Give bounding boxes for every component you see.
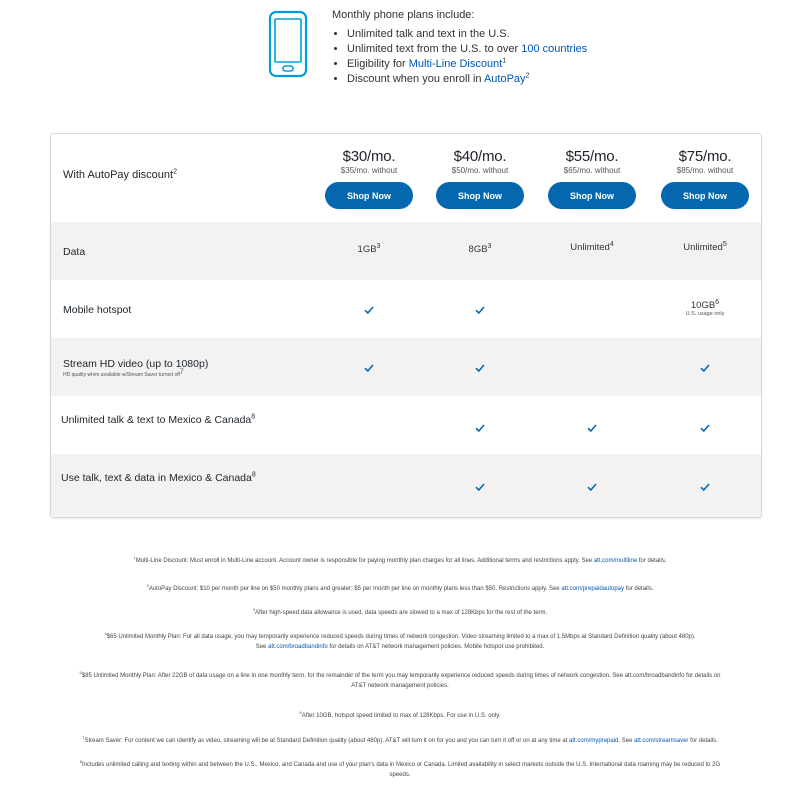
checkmark-icon <box>700 424 710 432</box>
myprepaid-link[interactable]: att.com/myprepaid <box>569 738 619 744</box>
checkmark-icon <box>475 364 485 372</box>
plans-comparison-table <box>50 133 762 518</box>
footnote-7: $^7$Stream Saver: For content we can identify as video, streaming will be at Standard Definition quality (about 480p). AT&T will turn it on for you and you can turn it off or on at any time at att.com/myprepaid. See att.com/streamsaver for details. <box>82 735 718 744</box>
hotspot-row <box>51 280 761 338</box>
autopay-discount-label: With AutoPay discount$^2$ <box>63 168 177 181</box>
broadbandinfo-link[interactable]: att.com/broadbandinfo <box>268 644 328 650</box>
countries-link[interactable]: 100 countries <box>521 43 588 55</box>
mexico-data-label: Use talk, text & data in Mexico & Canada$^8$ <box>61 471 256 484</box>
checkmark-icon <box>700 364 710 372</box>
shop-now-button-30[interactable]: Shop Now <box>325 182 413 209</box>
plan-price-30: $30/mo. $35/mo. without <box>340 148 398 175</box>
checkmark-icon <box>700 483 710 491</box>
hotspot-label: Mobile hotspot <box>63 304 132 316</box>
hd-video-row <box>51 338 761 396</box>
mexico-talk-label: Unlimited talk & text to Mexico & Canada$^8$ <box>61 413 256 426</box>
checkmark-icon <box>475 483 485 491</box>
checkmark-icon <box>364 364 374 372</box>
pricing-row <box>51 134 761 222</box>
footnote-3: $^3$After high-speed data allowance is used, data speeds are slowed to a max of 128Kbps for the rest of the term. <box>252 607 548 616</box>
footnote-4: $^4$\$65 Unlimited Monthly Plan: For all data usage, you may temporarily experience reduced speeds during times of network congestion. Video streaming limited to a max of 1.5Mbps at Standard Definition quality (about 480p). See att.com/broadbandinfo for details on AT&T network management policies. Mobile hotspot use prohibited. <box>104 631 696 650</box>
checkmark-icon <box>475 306 485 314</box>
hotspot-value-75: $10GB^6$ U.S. usage only <box>685 298 725 317</box>
footnote-2: $^2$AutoPay Discount: $10 per month per line on $50 monthly plans and greater; $5 per month per line on monthly plans less than $50. Restrictions apply. See att.com/prepaidautopay for details. <box>146 583 654 592</box>
plan-price-75: $75/mo. $85/mo. without <box>676 148 734 175</box>
feature-item: • Eligibility for Multi-Line Discount$^1$ <box>347 57 587 72</box>
plans-intro <box>268 8 688 88</box>
data-value-30: $1GB^3$ <box>357 242 381 255</box>
multiline-link[interactable]: att.com/multiline <box>593 558 638 564</box>
checkmark-icon <box>364 306 374 314</box>
footnote-1: $^1$Multi-Line Discount: Must enroll in Multi-Line account. Account owner is responsible for paying monthly plan charges for all lines. Additional terms and restrictions apply. See att.com/multiline for details. <box>133 555 667 564</box>
shop-now-button-55[interactable]: Shop Now <box>548 182 636 209</box>
prepaid-autopay-link[interactable]: att.com/prepaidautopay <box>561 586 625 592</box>
data-row <box>51 222 761 280</box>
footnote-6: $^6$After 10GB, hotspot speed limited to max of 128Kbps. For use in U.S. only. <box>299 710 501 719</box>
autopay-link[interactable]: AutoPay <box>483 73 526 85</box>
mexico-data-row <box>51 454 761 517</box>
checkmark-icon <box>587 483 597 491</box>
plan-price-40: $40/mo. $50/mo. without <box>451 148 509 175</box>
shop-now-button-75[interactable]: Shop Now <box>661 182 749 209</box>
hd-video-label: Stream HD video (up to 1080p) <box>63 358 209 370</box>
smartphone-icon <box>268 10 308 78</box>
data-value-75: Unlimited$^5$ <box>683 240 727 253</box>
intro-title: Monthly phone plans include: <box>332 9 475 21</box>
multi-line-discount-link[interactable]: Multi-Line Discount <box>408 58 503 70</box>
plan-price-55: $55/mo. $65/mo. without <box>563 148 621 175</box>
feature-item: • Discount when you enroll in AutoPay$^2$ <box>347 72 587 87</box>
checkmark-icon <box>475 424 485 432</box>
footnote-5: $^5$\$85 Unlimited Monthly Plan: After 22GB of data usage on a line in one monthly term, for the remainder of the term you may temporarily experience reduced speeds during times of network congestion. See att.com/broadbandinfo for details on AT&T network management policies. <box>79 670 721 689</box>
hd-video-note: HD quality when available w/Stream Saver turned off$^7$ <box>63 368 184 378</box>
feature-item: • Unlimited talk and text in the U.S. <box>347 27 587 42</box>
data-value-40: $8GB^3$ <box>468 242 492 255</box>
data-label: Data <box>63 246 86 258</box>
feature-item: • Unlimited text from the U.S. to over 100 countries <box>347 42 587 57</box>
checkmark-icon <box>587 424 597 432</box>
shop-now-button-40[interactable]: Shop Now <box>436 182 524 209</box>
streamsaver-link[interactable]: att.com/streamsaver <box>634 738 689 744</box>
data-value-55: Unlimited$^4$ <box>570 240 614 253</box>
footnote-8: $^8$Includes unlimited calling and texting within and between the U.S., Mexico, and Canada and use of your plan's data in Mexico or Canada. Limited availability in select markets outside the U.S. International data roaming may be reduced to 2G speeds. <box>79 759 721 778</box>
plan-features-list <box>332 27 587 87</box>
mexico-talk-row <box>51 396 761 454</box>
